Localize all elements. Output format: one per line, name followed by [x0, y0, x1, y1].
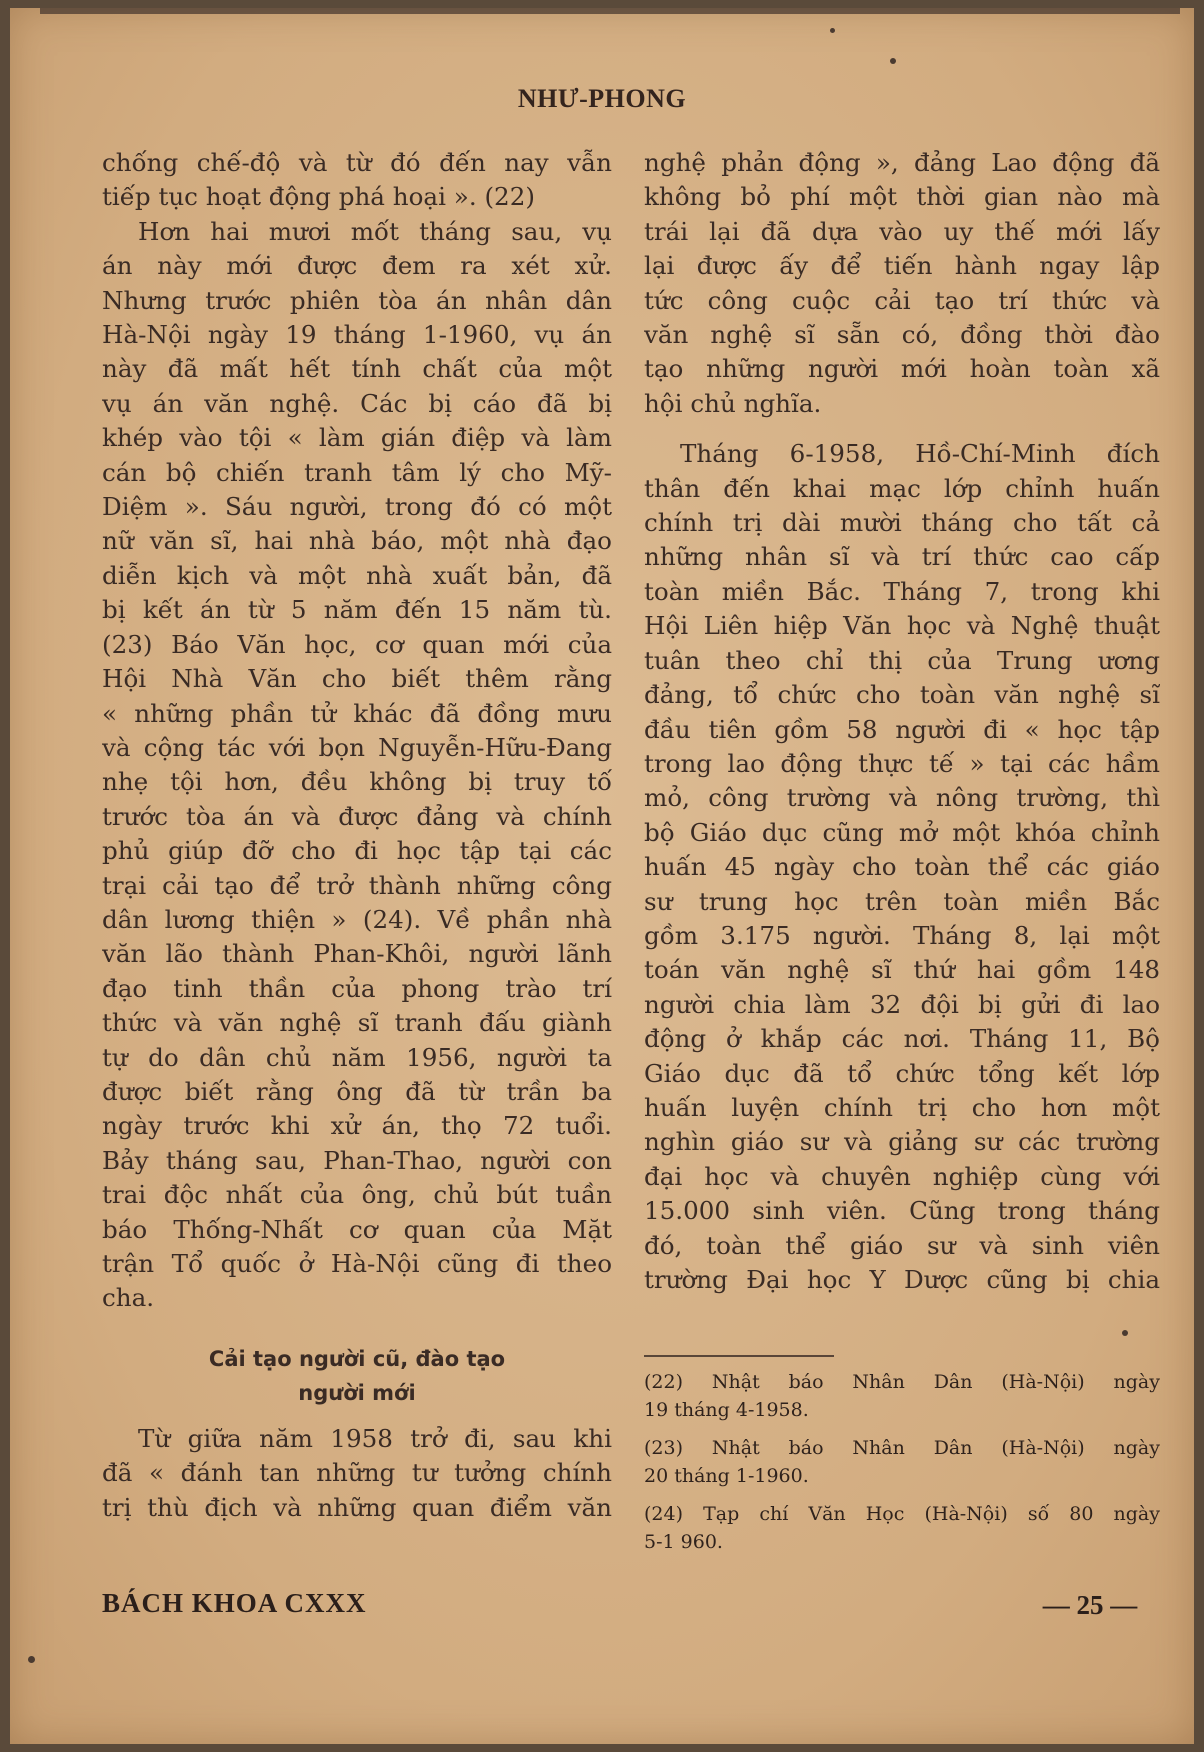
text-line: nghìn giáo sư và giảng sư các trường: [644, 1127, 1160, 1157]
text-line: Diệm ». Sáu người, trong đó có một: [102, 492, 612, 522]
left-column: [102, 146, 612, 1525]
text-line: « những phần tử khác đã đồng mưu: [102, 698, 612, 728]
text-line: khép vào tội « làm gián điệp và làm: [102, 423, 612, 453]
text-line: Tháng 6-1958, Hồ-Chí-Minh đích: [680, 439, 1160, 469]
text-line: nhẹ tội hơn, đều không bị truy tố: [102, 767, 612, 797]
text-line: toàn miền Bắc. Tháng 7, trong khi: [644, 576, 1160, 606]
text-line: báo Thống-Nhất cơ quan của Mặt: [102, 1214, 612, 1244]
text-line: nghệ phản động », đảng Lao động đã: [644, 148, 1160, 177]
paper-speck: [28, 1656, 35, 1663]
text-line: Hội Nhà Văn cho biết thêm rằng: [102, 664, 612, 694]
text-line: toán văn nghệ sĩ thứ hai gồm 148: [644, 955, 1160, 985]
footnote-line: 19 tháng 4-1958.: [644, 1399, 809, 1421]
text-line: cán bộ chiến tranh tâm lý cho Mỹ-: [102, 457, 612, 487]
text-line: không bỏ phí một thời gian nào mà: [644, 182, 1160, 212]
text-line: trước tòa án và được đảng và chính: [102, 801, 612, 831]
footnote-line: (23) Nhật báo Nhân Dân (Hà-Nội) ngày: [644, 1437, 1160, 1459]
section-heading-line: người mới: [298, 1380, 416, 1405]
text-line: tạo những người mới hoàn toàn xã: [644, 354, 1160, 384]
footnote-line: 20 tháng 1-1960.: [644, 1465, 809, 1487]
text-line: hội chủ nghĩa.: [644, 388, 822, 418]
text-line: nữ văn sĩ, hai nhà báo, một nhà đạo: [102, 526, 612, 556]
paragraph-gap: [644, 421, 1160, 437]
paper-speck: [890, 58, 896, 64]
text-line: đại học và chuyên nghiệp cùng với: [644, 1161, 1160, 1191]
footnote-line: (24) Tạp chí Văn Học (Hà-Nội) số 80 ngày: [644, 1503, 1160, 1525]
section-heading-line: Cải tạo người cũ, đào tạo: [208, 1346, 506, 1371]
text-line: gồm 3.175 người. Tháng 8, lại một: [644, 920, 1160, 950]
text-line: văn nghệ sĩ sẵn có, đồng thời đào: [644, 320, 1160, 350]
text-line: (23) Báo Văn học, cơ quan mới của: [102, 629, 612, 659]
running-head: NHƯ-PHONG: [517, 84, 687, 113]
text-line: Hội Liên hiệp Văn học và Nghệ thuật: [644, 611, 1160, 641]
text-line: trong lao động thực tế » tại các hầm: [644, 748, 1160, 778]
text-line: lại được ấy để tiến hành ngay lập: [644, 251, 1160, 281]
text-line: cha.: [102, 1283, 155, 1313]
text-line: trận Tổ quốc ở Hà-Nội cũng đi theo: [102, 1249, 612, 1278]
text-line: bộ Giáo dục cũng mở một khóa chỉnh: [644, 817, 1160, 847]
text-line: trái lại đã dựa vào uy thế mới lấy: [644, 216, 1160, 246]
text-line: đó, toàn thể giáo sư và sinh viên: [644, 1230, 1160, 1260]
text-line: trai độc nhất của ông, chủ bút tuần: [102, 1180, 612, 1210]
text-line: đạo tinh thần của phong trào trí: [102, 973, 612, 1003]
text-line: vụ án văn nghệ. Các bị cáo đã bị: [102, 388, 612, 418]
text-line: Bảy tháng sau, Phan-Thao, người con: [102, 1145, 612, 1175]
text-line: sư trung học trên toàn miền Bắc: [644, 886, 1160, 916]
text-line: trại cải tạo để trở thành những công: [102, 870, 612, 900]
text-line: bị kết án từ 5 năm đến 15 năm tù.: [102, 595, 612, 625]
text-line: ngày trước khi xử án, thọ 72 tuổi.: [102, 1111, 612, 1141]
text-line: án này mới được đem ra xét xử.: [102, 251, 612, 281]
text-line: đã « đánh tan những tư tưởng chính: [102, 1458, 612, 1488]
text-line: tiếp tục hoạt động phá hoại ». (22): [102, 182, 535, 212]
paper-speck: [830, 28, 835, 33]
text-line: tự do dân chủ năm 1956, người ta: [102, 1042, 612, 1072]
text-line: và cộng tác với bọn Nguyễn-Hữu-Đang: [102, 732, 612, 762]
text-line: dân lương thiện » (24). Về phần nhà: [102, 904, 612, 934]
text-line: chính trị dài mười tháng cho tất cả: [644, 508, 1160, 538]
right-column: [644, 146, 1160, 1297]
paper-speck: [1122, 1330, 1128, 1336]
text-line: Giáo dục đã tổ chức tổng kết lớp: [644, 1058, 1160, 1088]
text-line: này đã mất hết tính chất của một: [102, 354, 612, 384]
text-line: Nhưng trước phiên tòa án nhân dân: [102, 285, 612, 315]
footnote-line: (22) Nhật báo Nhân Dân (Hà-Nội) ngày: [644, 1371, 1160, 1393]
text-line: đầu tiên gồm 58 người đi « học tập: [644, 714, 1160, 744]
text-line: thức và văn nghệ sĩ tranh đấu giành: [102, 1008, 612, 1038]
text-line: đảng, tổ chức cho toàn văn nghệ sĩ: [644, 680, 1160, 710]
text-line: người chia làm 32 đội bị gửi đi lao: [644, 989, 1160, 1019]
text-line: mỏ, công trường và nông trường, thì: [644, 783, 1160, 813]
footnote: [644, 1500, 1160, 1556]
text-line: văn lão thành Phan-Khôi, người lãnh: [102, 939, 612, 969]
text-line: chống chế-độ và từ đó đến nay vẫn: [102, 148, 612, 177]
text-line: Hà-Nội ngày 19 tháng 1-1960, vụ án: [102, 320, 612, 350]
text-line: những nhân sĩ và trí thức cao cấp: [644, 542, 1160, 572]
text-line: động ở khắp các nơi. Tháng 11, Bộ: [644, 1024, 1160, 1054]
text-line: tuân theo chỉ thị của Trung ương: [644, 645, 1160, 675]
text-line: phủ giúp đỡ cho đi học tập tại các: [102, 836, 612, 866]
text-line: trường Đại học Y Dược cũng bị chia: [644, 1265, 1160, 1294]
text-line: được biết rằng ông đã từ trần ba: [102, 1076, 612, 1106]
top-border: [40, 8, 1180, 14]
text-line: thân đến khai mạc lớp chỉnh huấn: [644, 473, 1160, 503]
text-line: tức công cuộc cải tạo trí thức và: [644, 285, 1160, 315]
footnote: [644, 1434, 1160, 1490]
text-line: 15.000 sinh viên. Cũng trong tháng: [644, 1196, 1160, 1226]
text-line: trị thù địch và những quan điểm văn: [102, 1492, 612, 1522]
text-line: diễn kịch và một nhà xuất bản, đã: [102, 560, 612, 590]
footnote: [644, 1368, 1160, 1424]
text-line: huấn 45 ngày cho toàn thể các giáo: [644, 852, 1160, 882]
footnote-line: 5-1 960.: [644, 1531, 723, 1553]
page-number: — 25 —: [1042, 1590, 1138, 1620]
text-line: Từ giữa năm 1958 trở đi, sau khi: [138, 1423, 612, 1453]
footnotes: [644, 1368, 1160, 1566]
text-line: huấn luyện chính trị cho hơn một: [644, 1092, 1160, 1122]
text-line: Hơn hai mươi mốt tháng sau, vụ: [138, 216, 612, 246]
section-heading: [102, 1342, 612, 1410]
document-page: [10, 8, 1194, 1744]
footer-publication: BÁCH KHOA CXXX: [102, 1588, 367, 1618]
footnote-divider: [644, 1355, 834, 1357]
